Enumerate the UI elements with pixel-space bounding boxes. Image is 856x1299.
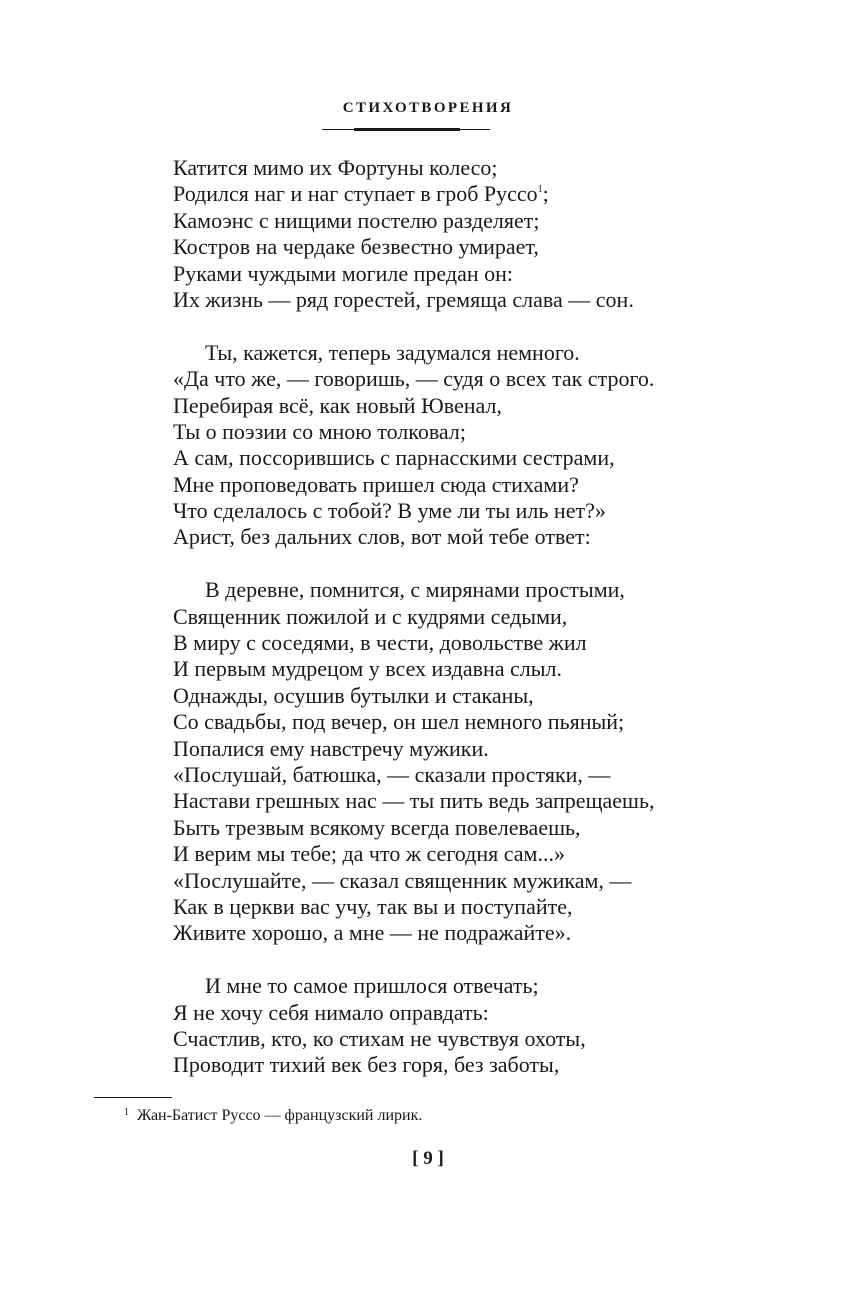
- verse-line: Ты о поэзии со мною толковал;: [173, 418, 466, 444]
- verse-line: В деревне, помнится, с мирянами простыми,: [205, 577, 625, 603]
- verse-line: «Послушайте, — сказал священник мужикам, —: [173, 867, 632, 893]
- verse-line: Руками чуждыми могиле предан он:: [173, 260, 514, 286]
- verse-line: Быть трезвым всякому всегда повелеваешь,: [173, 814, 581, 840]
- page-number: [ 9 ]: [412, 1148, 444, 1169]
- verse-line: Арист, без дальних слов, вот мой тебе ответ:: [173, 524, 591, 550]
- verse-line: Как в церкви вас учу, так вы и поступайте,: [173, 893, 573, 919]
- header-rule-thick: [354, 128, 460, 131]
- verse-text: Родился наг и наг ступает в гроб Руссо: [173, 181, 538, 207]
- verse-line: Мне проповедовать пришел сюда стихами?: [173, 471, 579, 497]
- footnote-divider: [94, 1097, 172, 1098]
- verse-line: Священник пожилой и с кудрями седыми,: [173, 603, 568, 629]
- verse-line: Что сделалось с тобой? В уме ли ты иль нет?»: [173, 498, 606, 524]
- footnote-reference: 1: [537, 184, 543, 196]
- footnote-text: Жан-Батист Руссо — французский лирик.: [137, 1107, 423, 1124]
- running-header: СТИХОТВОРЕНИЯ: [342, 100, 514, 116]
- verse-line: «Послушай, батюшка, — сказали простяки, —: [173, 761, 611, 787]
- verse-line: Однажды, осушив бутылки и стаканы,: [173, 682, 534, 708]
- stanza-2: [173, 340, 773, 551]
- verse-line: Костров на чердаке безвестно умирает,: [173, 234, 539, 260]
- verse-punctuation: ;: [542, 181, 549, 207]
- verse-line: Камоэнс с нищими постелю разделяет;: [173, 207, 540, 233]
- verse-line: Катится мимо их Фортуны колесо;: [173, 155, 498, 180]
- verse-line: И первым мудрецом у всех издавна слыл.: [173, 656, 563, 682]
- verse-line: Счастлив, кто, ко стихам не чувствуя охоты,: [173, 1025, 586, 1051]
- verse-line: Живите хорошо, а мне — не подражайте».: [173, 920, 572, 946]
- stanza-4: [173, 973, 773, 1079]
- verse-line: В миру с соседями, в чести, довольстве жил: [173, 630, 587, 656]
- verse-line: Их жизнь — ряд горестей, гремяща слава — сон.: [173, 286, 634, 312]
- poem-body: [173, 155, 773, 1105]
- verse-line: И мне то самое пришлося отвечать;: [205, 973, 539, 999]
- verse-line: Я не хочу себя нимало оправдать:: [173, 999, 489, 1025]
- stanza-1: [173, 155, 773, 313]
- footnote: [124, 1107, 422, 1125]
- stanza-3: [173, 577, 773, 946]
- verse-line: Настави грешных нас — ты пить ведь запрещаешь,: [173, 788, 655, 814]
- verse-line: «Да что же, — говоришь, — судя о всех так строго.: [173, 366, 655, 392]
- verse-line: Попалися ему навстречу мужики.: [173, 735, 489, 761]
- verse-line: Проводит тихий век без горя, без заботы,: [173, 1052, 560, 1078]
- verse-line: Перебирая всё, как новый Ювенал,: [173, 392, 502, 418]
- verse-line: Со свадьбы, под вечер, он шел немного пьяный;: [173, 709, 625, 735]
- verse-line: Ты, кажется, теперь задумался немного.: [205, 339, 580, 365]
- footnote-number: 1: [124, 1107, 129, 1118]
- verse-line: И верим мы тебе; да что ж сегодня сам...»: [173, 841, 565, 867]
- verse-line: А сам, поссорившись с парнасскими сестрами,: [173, 445, 615, 471]
- verse-line: [173, 181, 773, 207]
